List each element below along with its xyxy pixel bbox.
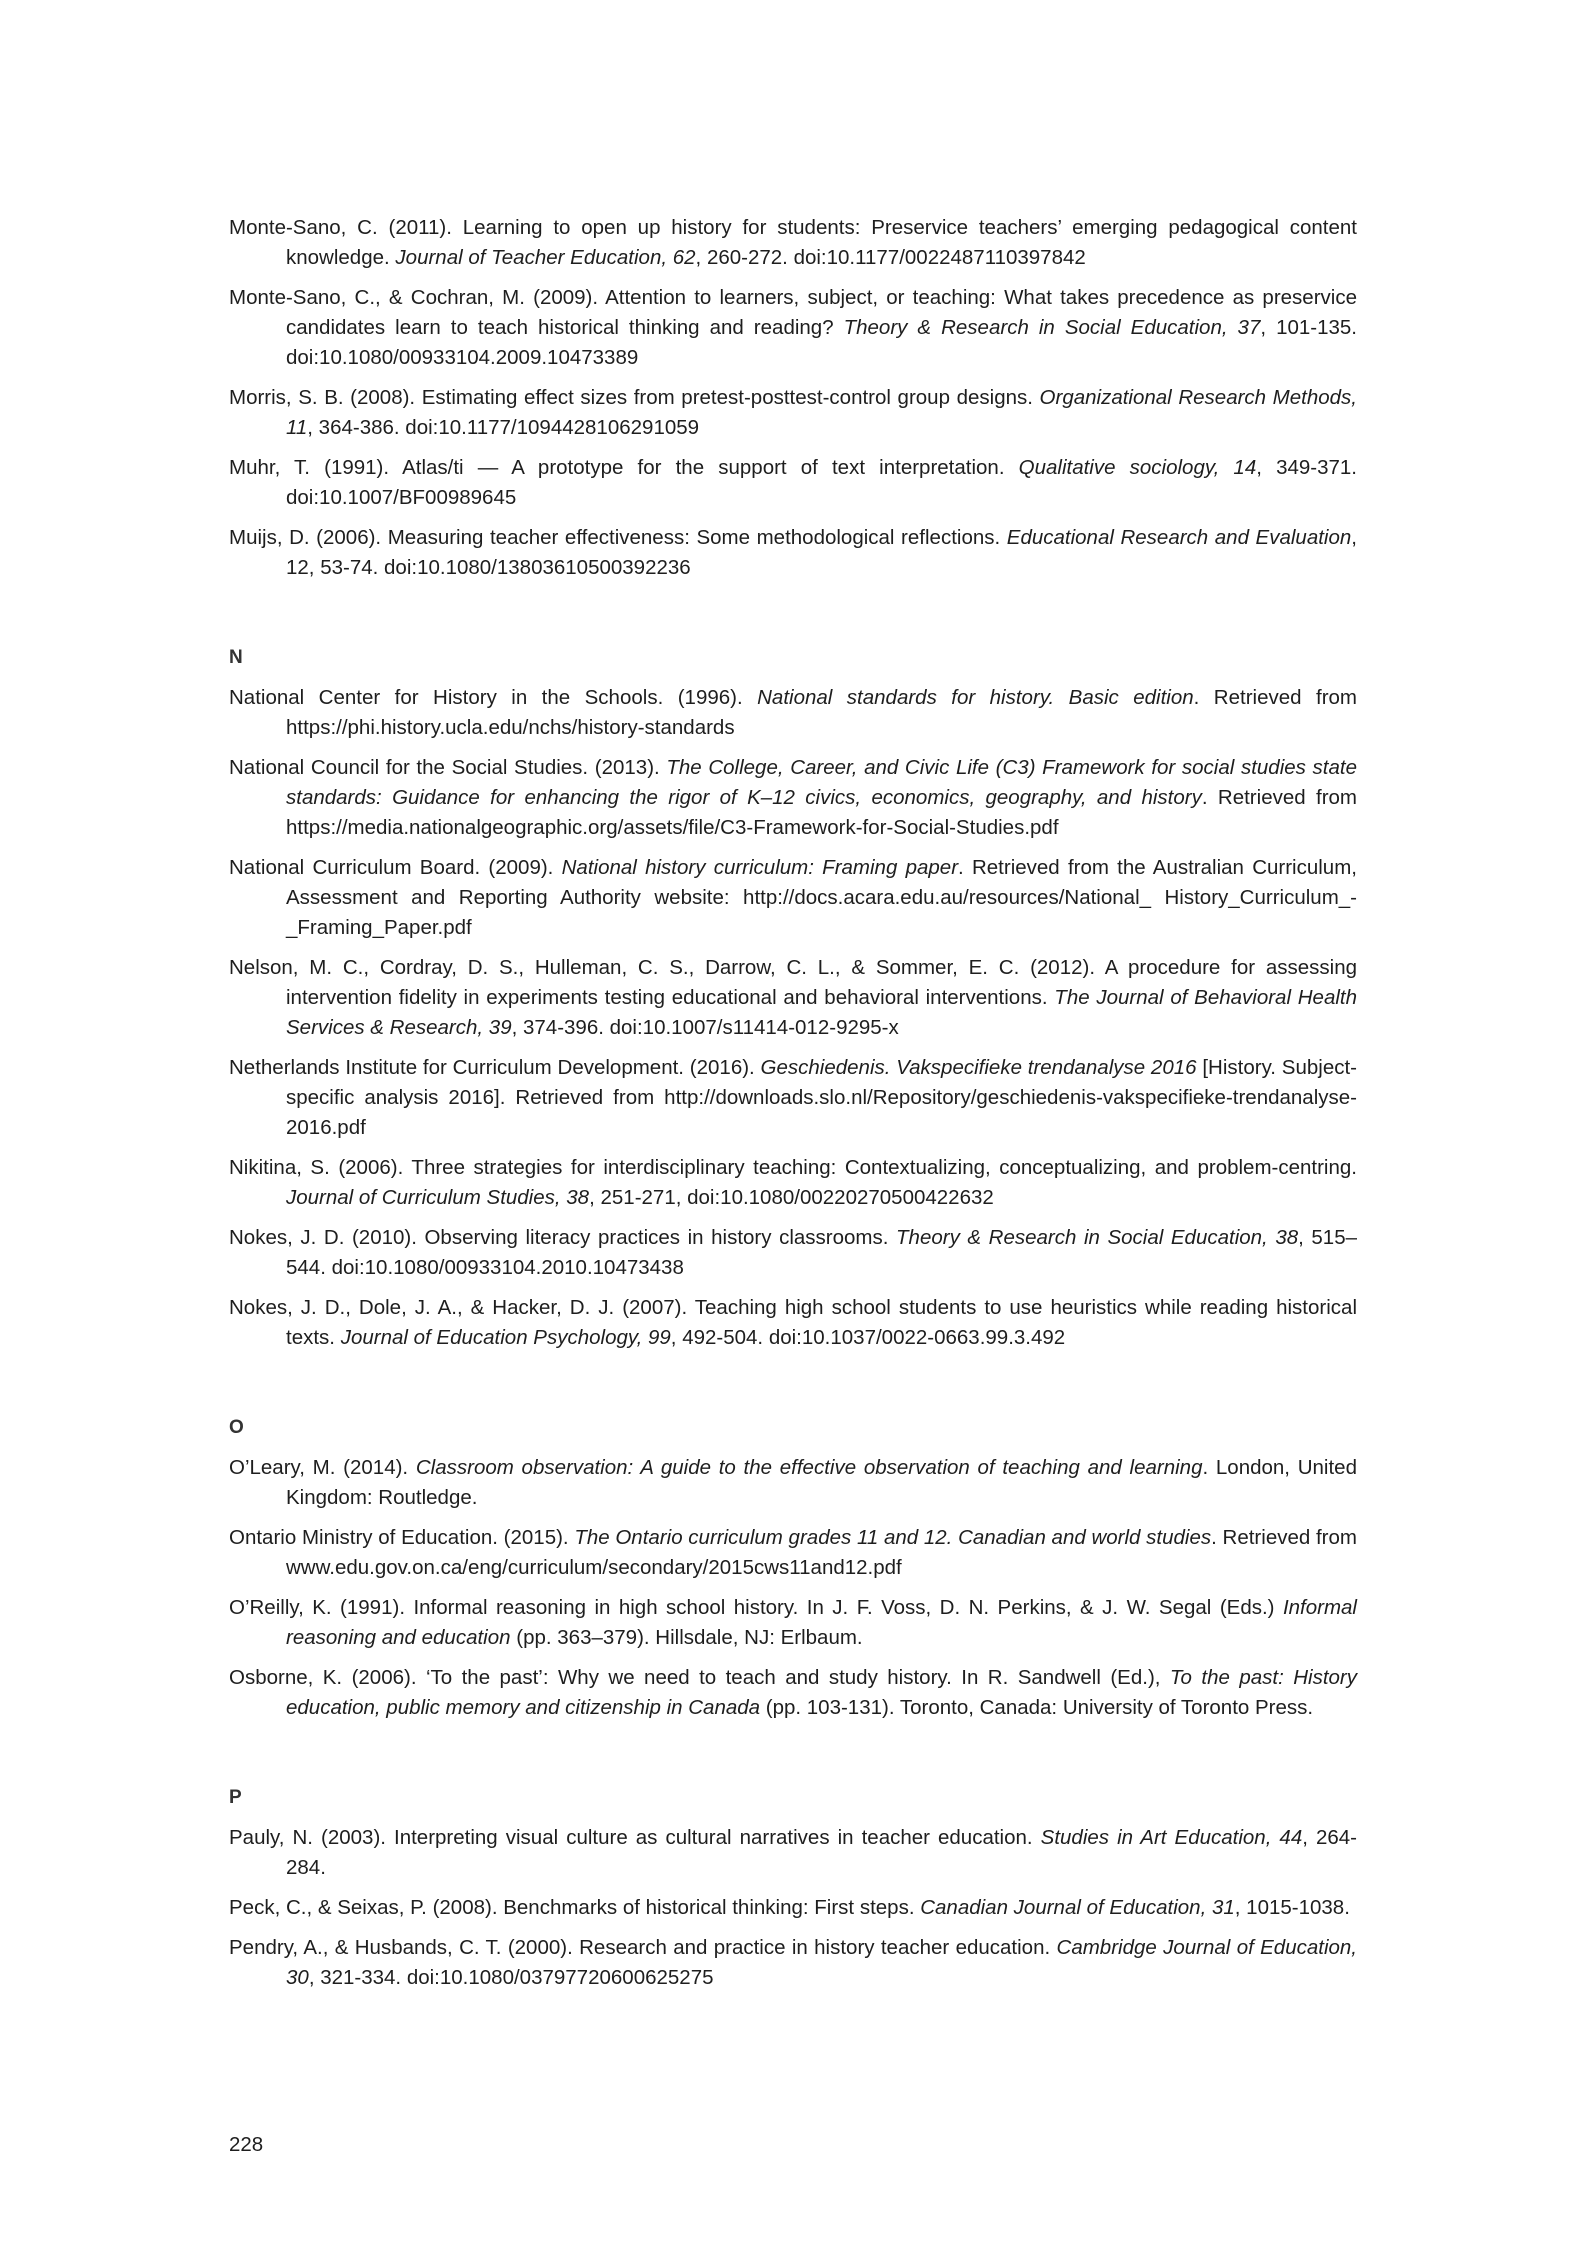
reference-entry: Peck, C., & Seixas, P. (2008). Benchmarks of historical thinking: First steps. Canadian Journal of Education, 31, 1015-1038. [229,1896,1350,1919]
reference-entry: Osborne, K. (2006). ‘To the past’: Why we need to teach and study history. In R. Sandwell (Ed.), To the past: History education, public memory and citizenship in Canada (pp. 103-131). Toronto, Canada: University of Toronto Press. [229,1666,1357,1719]
reference-entry: Ontario Ministry of Education. (2015). The Ontario curriculum grades 11 and 12. Canadian and world studies. Retrieved from www.edu.gov.on.ca/eng/curriculum/secondary/2015cws11and12.pdf [229,1526,1357,1579]
reference-entry: Nikitina, S. (2006). Three strategies for interdisciplinary teaching: Contextualizing, conceptualizing, and problem-centring. Journal of Curriculum Studies, 38, 251-271, doi:10.1080/00220270500422632 [229,1156,1357,1209]
reference-section-n [229,643,1357,1353]
reference-entry: Monte-Sano, C., & Cochran, M. (2009). Attention to learners, subject, or teaching: What takes precedence as preservice candidates learn to teach historical thinking and reading? Theory & Research in Social Education, 37, 101-135. doi:10.1080/00933104.2009.10473389 [229,286,1357,369]
reference-entry: Muijs, D. (2006). Measuring teacher effectiveness: Some methodological reflections. Educational Research and Evaluation, 12, 53-74. doi:10.1080/13803610500392236 [229,526,1357,579]
reference-entry: O’Leary, M. (2014). Classroom observation: A guide to the effective observation of teaching and learning. London, United Kingdom: Routledge. [229,1456,1357,1509]
reference-entry: Pendry, A., & Husbands, C. T. (2000). Research and practice in history teacher education. Cambridge Journal of Education, 30, 321-334. doi:10.1080/03797720600625275 [229,1936,1357,1989]
reference-entry: Netherlands Institute for Curriculum Development. (2016). Geschiedenis. Vakspecifieke trendanalyse 2016 [History. Subject-specific analysis 2016]. Retrieved from http://downloads.slo.nl/Repository/geschiedenis-vakspecifieke-trendanalyse-2016.pdf [229,1056,1357,1139]
reference-section-o [229,1413,1357,1723]
reference-entry: Muhr, T. (1991). Atlas/ti — A prototype for the support of text interpretation. Qualitative sociology, 14, 349-371. doi:10.1007/BF00989645 [229,456,1357,509]
reference-entry: Nokes, J. D., Dole, J. A., & Hacker, D. J. (2007). Teaching high school students to use heuristics while reading historical texts. Journal of Education Psychology, 99, 492-504. doi:10.1037/0022-0663.99.3.492 [229,1296,1357,1349]
reference-entry: Monte-Sano, C. (2011). Learning to open up history for students: Preservice teachers’ emerging pedagogical content knowledge. Journal of Teacher Education, 62, 260-272. doi:10.1177/0022487110397842 [229,216,1357,269]
reference-entry: Morris, S. B. (2008). Estimating effect sizes from pretest-posttest-control group designs. Organizational Research Methods, 11, 364-386. doi:10.1177/1094428106291059 [229,386,1357,439]
section-letter-heading: N [229,647,243,668]
reference-entry: National Council for the Social Studies. (2013). The College, Career, and Civic Life (C3) Framework for social studies state standards: Guidance for enhancing the rigor of K–12 civics, economics, geography, and history. Retrieved from https://media.nationalgeographic.org/assets/file/C3-Framework-for-Social-Studies.pdf [229,756,1357,839]
reference-section-m [229,213,1357,583]
section-letter-heading: O [229,1417,244,1438]
reference-entry: Nokes, J. D. (2010). Observing literacy practices in history classrooms. Theory & Research in Social Education, 38, 515–544. doi:10.1080/00933104.2010.10473438 [229,1226,1357,1279]
page-number: 228 [229,2133,264,2156]
section-letter-heading: P [229,1787,242,1808]
reference-section-p [229,1783,1357,1993]
reference-entry: National Center for History in the Schools. (1996). National standards for history. Basic edition. Retrieved from https://phi.history.ucla.edu/nchs/history-standards [229,686,1357,739]
reference-list [229,213,1357,2003]
reference-entry: O’Reilly, K. (1991). Informal reasoning in high school history. In J. F. Voss, D. N. Perkins, & J. W. Segal (Eds.) Informal reasoning and education (pp. 363–379). Hillsdale, NJ: Erlbaum. [229,1596,1357,1649]
reference-entry: Nelson, M. C., Cordray, D. S., Hulleman, C. S., Darrow, C. L., & Sommer, E. C. (2012). A procedure for assessing intervention fidelity in experiments testing educational and behavioral interventions. The Journal of Behavioral Health Services & Research, 39, 374-396. doi:10.1007/s11414-012-9295-x [229,956,1358,1039]
reference-entry: National Curriculum Board. (2009). National history curriculum: Framing paper. Retrieved from the Australian Curriculum, Assessment and Reporting Authority website: http://docs.acara.edu.au/resources/National_ History_Curriculum_-_Framing_Paper.pdf [229,856,1357,939]
reference-entry: Pauly, N. (2003). Interpreting visual culture as cultural narratives in teacher education. Studies in Art Education, 44, 264-284. [229,1826,1358,1879]
